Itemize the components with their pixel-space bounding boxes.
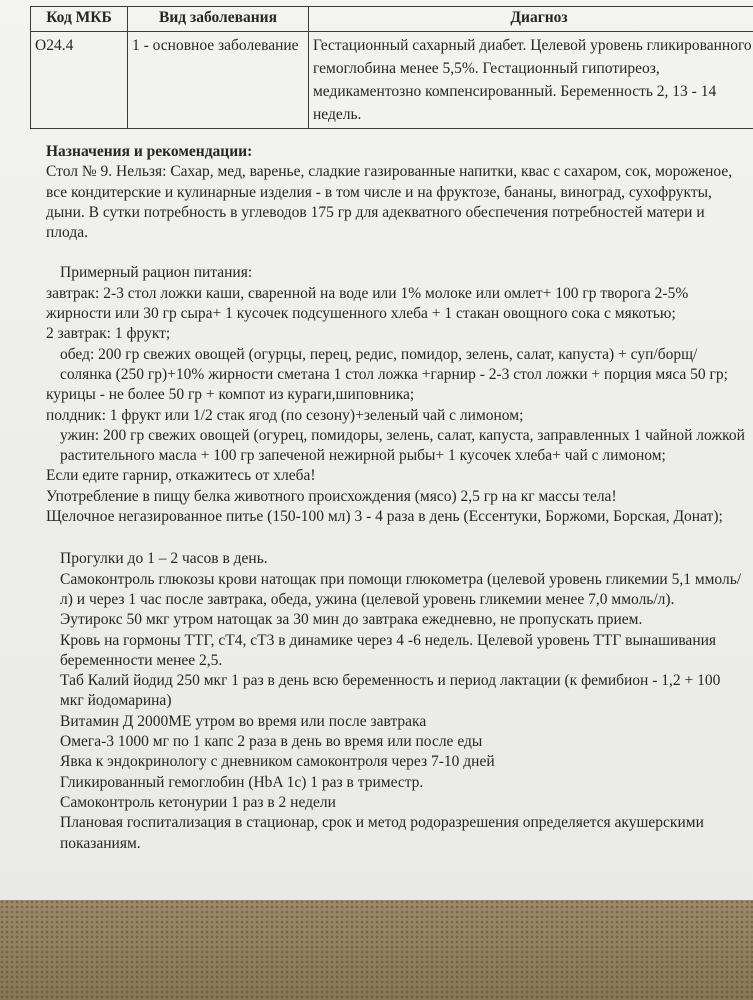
ration-second-breakfast: 2 завтрак: 1 фрукт; [46, 325, 171, 343]
recommendations-section [46, 142, 746, 854]
ration-snack: полдник: 1 фрукт или 1/2 стак ягод (по сезону)+зеленый чай с лимоном; [46, 406, 524, 424]
diet-intro: Стол № 9. Нельзя: Сахар, мед, варенье, сладкие газированные напитки, квас с сахаром, сок, мороженое, все кондитерские и кулинарные изделия - в том числе и на фруктозе, бананы, виноград, сухофрукты, дыни. В сутки потребность в углеводов 175 гр для адекватного обеспечения потребностей матери и плода. [46, 163, 733, 242]
hba1c-note: Гликированный гемоглобин (HbA 1c) 1 раз в триместр. [60, 773, 424, 791]
hospital-note: Плановая госпитализация в стационар, срок и метод родоразрешения определяется акушерскими показаниям. [60, 814, 704, 852]
table-row [31, 32, 753, 129]
visit-note: Явка к эндокринологу с дневником самоконтроля через 7-10 дней [60, 753, 495, 771]
recommendations-heading: Назначения и рекомендации: [46, 143, 253, 160]
background-fabric [0, 900, 753, 1000]
table-header-row [31, 7, 753, 32]
ration-breakfast: завтрак: 2-3 стол ложки каши, сваренной на воде или 1% молоке или омлет+ 100 гр творога 2-5% жирности или 30 гр сыра+ 1 кусочек подсушенного хлеба + 1 стакан овощного сока с мякотью; [46, 284, 689, 323]
ration-dinner: ужин: 200 гр свежих овощей (огурец, помидоры, зелень, салат, капуста, заправленных 1 чайной ложкой растительного масла + 100 гр запеченой нежирной рыбы+ 1 кусочек хлеба+ чай с лимоном; [60, 426, 745, 465]
euthyrox-note: Эутирокс 50 мкг утром натощак за 30 мин до завтрака ежедневно, не пропускать прием. [60, 611, 643, 629]
diagnosis-table [30, 6, 753, 129]
water-note: Щелочное негазированное питье (150-100 мл) 3 - 4 раза в день (Ессентуки, Боржоми, Борская, Донат); [46, 508, 723, 526]
omega-note: Омега-3 1000 мг по 1 капс 2 раза в день во время или после еды [60, 733, 483, 751]
ration-lunch: обед: 200 гр свежих овощей (огурцы, перец, редис, помидор, зелень, салат, капуста) + суп/борщ/солянка (250 гр)+10% жирности сметана 1 стол ложка +гарнир - 2-3 стол ложки + порция мяса 50 гр; [60, 345, 728, 383]
vitamin-d-note: Витамин Д 2000МЕ утром во время или после завтрака [60, 712, 427, 730]
ration-chicken: курицы - не более 50 гр + компот из кураги,шиповника; [46, 386, 415, 404]
col-header-diagnosis: Диагноз [309, 7, 753, 32]
garnish-note: Если едите гарнир, откажитесь от хлеба! [46, 467, 316, 485]
protein-note: Употребление в пищу белка животного происхождения (мясо) 2,5 гр на кг массы тела! [46, 487, 617, 505]
col-header-disease-type: Вид заболевания [128, 7, 309, 32]
cell-diagnosis: Гестационный сахарный диабет. Целевой уровень гликированного гемоглобина менее 5,5%. Гестационный гипотиреоз, медикаментозно компенсированный. Беременность 2, 13 - 14 недель. [309, 32, 753, 129]
col-header-icd-code: Код МКБ [31, 7, 128, 32]
hormones-note: Кровь на гормоны ТТГ, сТ4, сТ3 в динамике через 4 -6 недель. Целевой уровень ТТГ вынашивания беременности менее 2,5. [60, 631, 717, 669]
cell-disease-type: 1 - основное заболевание [128, 32, 309, 129]
walks-note: Прогулки до 1 – 2 часов в день. [60, 550, 268, 568]
cell-icd-code: O24.4 [31, 32, 128, 129]
iodide-note: Таб Калий йодид 250 мкг 1 раз в день всю беременность и период лактации (к фемибион - 1,2 + 100 мкг йодомарина) [60, 672, 721, 710]
ketonuria-note: Самоконтроль кетонурии 1 раз в 2 недели [60, 793, 336, 811]
ration-title: Примерный рацион питания: [60, 264, 253, 282]
glucose-control: Самоконтроль глюкозы крови натощак при помощи глюкометра (целевой уровень гликемии 5,1 ммоль/л) и через 1 час после завтрака, обеда, ужина (целевой уровень гликемии менее 7,0 ммоль/л). [60, 570, 742, 608]
